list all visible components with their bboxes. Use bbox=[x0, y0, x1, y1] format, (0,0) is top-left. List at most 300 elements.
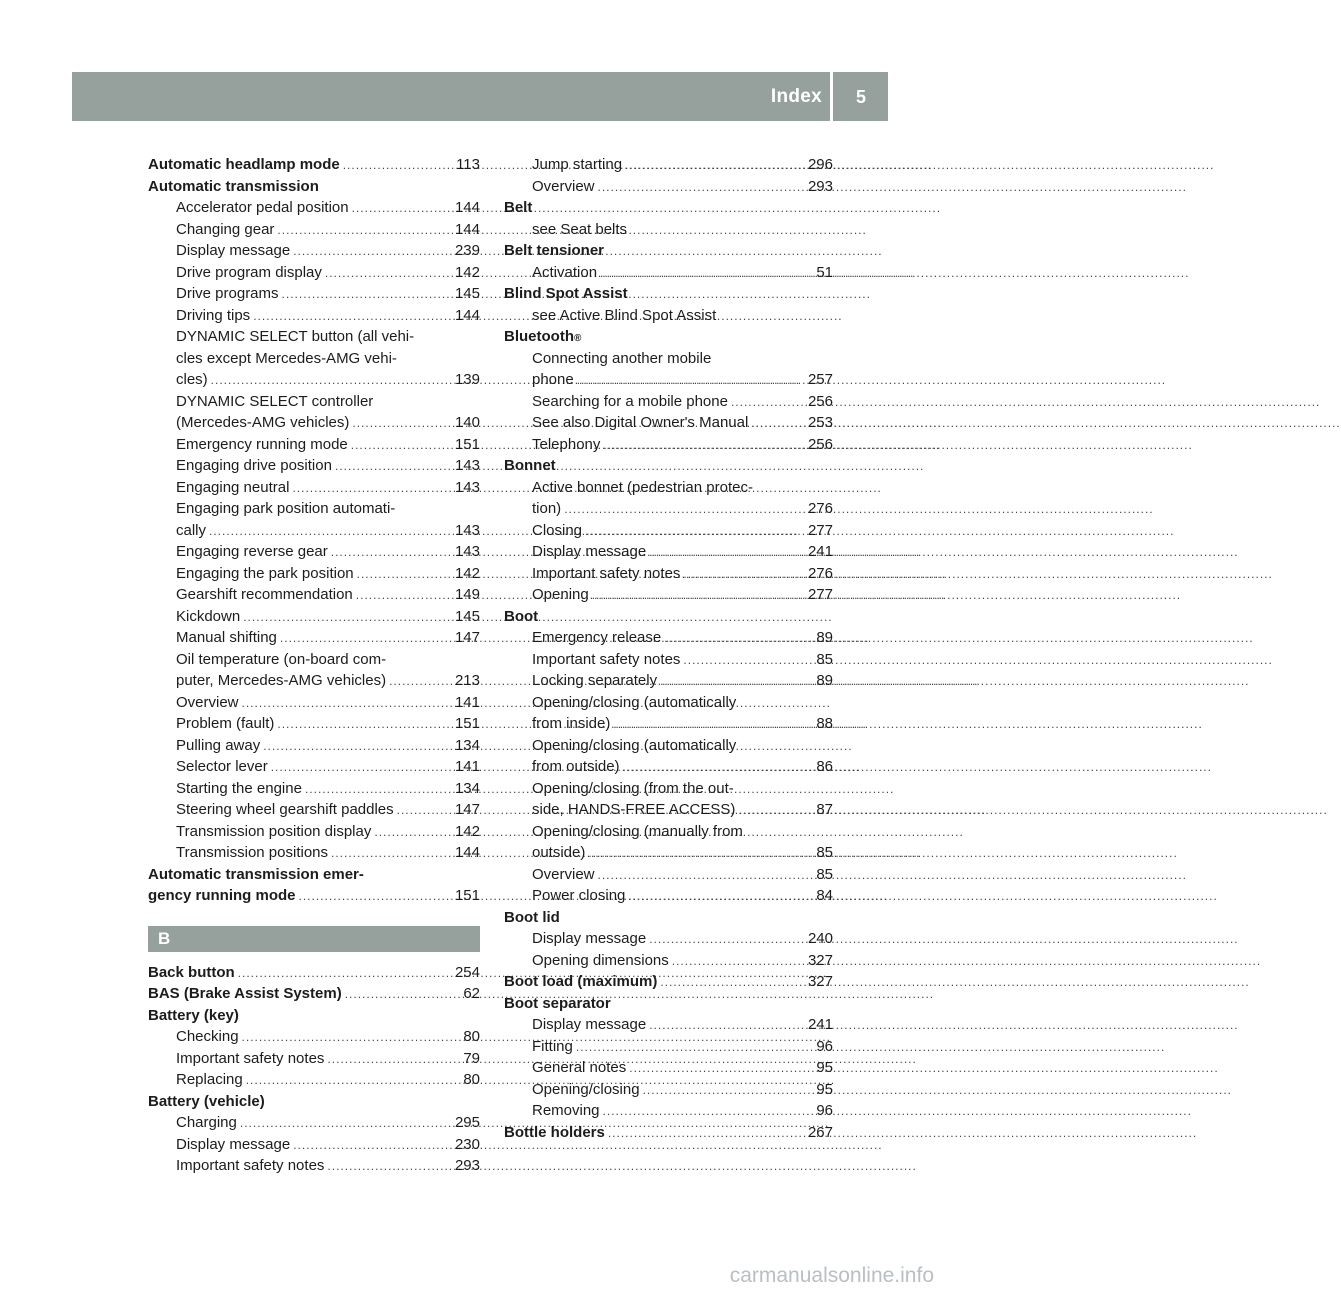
index-subentry[interactable] bbox=[504, 369, 833, 391]
index-entry bbox=[504, 197, 833, 219]
index-subentry[interactable] bbox=[504, 584, 833, 606]
dot-leader bbox=[625, 155, 805, 177]
index-subentry[interactable] bbox=[504, 412, 833, 434]
page-reference[interactable]: 143 bbox=[454, 457, 480, 474]
page-reference[interactable]: 144 bbox=[454, 306, 480, 324]
index-subentry[interactable] bbox=[148, 1155, 480, 1177]
entry-text: Belt tensioner bbox=[504, 242, 605, 259]
index-subentry[interactable] bbox=[148, 563, 480, 585]
page-reference[interactable]: 143 bbox=[454, 478, 480, 496]
page-reference[interactable]: 62 bbox=[463, 985, 480, 1002]
index-subentry[interactable] bbox=[148, 369, 480, 391]
index-subentry[interactable] bbox=[148, 240, 480, 262]
dot-leader bbox=[293, 241, 452, 263]
entry-text: Closing bbox=[532, 521, 583, 539]
dot-leader bbox=[263, 736, 452, 758]
page-reference[interactable]: 277 bbox=[807, 586, 833, 603]
dot-leader bbox=[585, 521, 805, 543]
entry-text: Engaging the park position bbox=[176, 564, 354, 582]
index-subentry[interactable] bbox=[504, 176, 833, 198]
page-reference[interactable]: 151 bbox=[454, 715, 480, 732]
page-reference[interactable]: 295 bbox=[454, 1114, 480, 1131]
index-subentry[interactable] bbox=[504, 1100, 833, 1122]
entry-text: Opening/closing (automatically bbox=[532, 736, 737, 754]
index-subentry[interactable] bbox=[504, 670, 833, 692]
page-reference[interactable]: 140 bbox=[454, 414, 480, 431]
index-subentry bbox=[148, 391, 480, 413]
index-subentry[interactable] bbox=[148, 1048, 480, 1070]
index-subentry bbox=[504, 692, 833, 714]
entry-text: Emergency release bbox=[532, 629, 662, 646]
entry-text: tion) bbox=[532, 500, 562, 517]
dot-leader bbox=[608, 1123, 805, 1145]
index-subentry[interactable] bbox=[504, 928, 833, 950]
index-column-left bbox=[148, 154, 480, 1177]
entry-text: Checking bbox=[176, 1028, 239, 1045]
index-subentry[interactable] bbox=[504, 649, 833, 671]
index-subentry[interactable] bbox=[504, 391, 833, 413]
entry-text: Overview bbox=[176, 693, 239, 711]
entry-text: Removing bbox=[532, 1102, 600, 1119]
dot-leader bbox=[253, 306, 452, 328]
index-subentry bbox=[504, 821, 833, 843]
entry-text: cles) bbox=[176, 371, 208, 388]
entry-text: Active bonnet (pedestrian protec- bbox=[532, 478, 753, 496]
dot-leader bbox=[238, 963, 452, 985]
entry-text: Automatic transmission emer- bbox=[148, 865, 364, 883]
page-reference[interactable]: 113 bbox=[456, 156, 480, 173]
dot-leader bbox=[325, 263, 452, 285]
page-reference[interactable]: 142 bbox=[454, 822, 480, 840]
page-reference[interactable]: 141 bbox=[454, 758, 480, 775]
entry-text: Driving tips bbox=[176, 306, 251, 324]
index-subentry bbox=[148, 326, 480, 348]
entry-text: Pulling away bbox=[176, 736, 261, 754]
index-subentry[interactable] bbox=[148, 778, 480, 800]
entry-text: Oil temperature (on-board com- bbox=[176, 650, 387, 668]
page-reference[interactable]: 256 bbox=[807, 435, 833, 453]
page-reference[interactable]: 142 bbox=[454, 564, 480, 582]
index-subentry[interactable] bbox=[148, 434, 480, 456]
page-reference[interactable]: 143 bbox=[454, 543, 480, 560]
entry-text: Display message bbox=[176, 1135, 291, 1153]
entry-text: Bonnet bbox=[504, 457, 556, 474]
entry-text: Bluetooth bbox=[504, 328, 574, 345]
index-subentry[interactable] bbox=[148, 455, 480, 477]
dot-leader bbox=[628, 886, 813, 908]
dot-leader bbox=[664, 628, 813, 650]
entry-text: Display message bbox=[532, 1016, 647, 1033]
entry-text: Display message bbox=[532, 543, 647, 560]
index-subentry[interactable] bbox=[504, 434, 833, 456]
entry-text: Accelerator pedal position bbox=[176, 199, 349, 216]
index-subentry[interactable] bbox=[148, 1026, 480, 1048]
page-reference[interactable]: 253 bbox=[807, 414, 833, 431]
page-reference[interactable]: 241 bbox=[807, 1016, 833, 1033]
page-reference[interactable]: 277 bbox=[807, 521, 833, 539]
entry-text: Opening/closing (automatically bbox=[532, 693, 737, 711]
entry-text: Manual shifting bbox=[176, 629, 277, 646]
index-entry[interactable] bbox=[148, 885, 480, 907]
page-reference[interactable]: 86 bbox=[816, 758, 833, 775]
entry-text: from inside) bbox=[532, 715, 611, 732]
index-subentry bbox=[504, 778, 833, 800]
index-subentry[interactable] bbox=[504, 950, 833, 972]
entry-text: see Seat belts bbox=[532, 220, 628, 238]
dot-leader bbox=[598, 177, 805, 199]
entry-text: Activation bbox=[532, 263, 598, 281]
page-reference[interactable]: 139 bbox=[454, 371, 480, 388]
index-subentry[interactable] bbox=[504, 1014, 833, 1036]
index-entry[interactable] bbox=[148, 154, 480, 176]
dot-leader bbox=[335, 456, 452, 478]
dot-leader bbox=[209, 521, 452, 543]
dot-leader bbox=[357, 564, 452, 586]
entry-text: Boot lid bbox=[504, 908, 560, 926]
entry-text: Engaging neutral bbox=[176, 478, 290, 496]
page-reference[interactable]: 144 bbox=[454, 199, 480, 216]
dot-leader bbox=[660, 972, 805, 994]
page-reference[interactable]: 143 bbox=[454, 521, 480, 539]
index-subentry[interactable] bbox=[148, 412, 480, 434]
index-entry[interactable] bbox=[504, 1122, 833, 1144]
index-subentry bbox=[504, 735, 833, 757]
page-reference[interactable]: 141 bbox=[454, 693, 480, 711]
entry-text: Blind Spot Assist bbox=[504, 285, 628, 302]
page-reference[interactable]: 134 bbox=[454, 779, 480, 797]
entry-text: Opening/closing (manually from bbox=[532, 822, 743, 840]
index-entry bbox=[504, 455, 833, 477]
page-reference[interactable]: 213 bbox=[454, 672, 480, 689]
dot-leader bbox=[603, 435, 805, 457]
index-subentry[interactable] bbox=[504, 520, 833, 542]
section-header-b: B bbox=[148, 926, 480, 952]
entry-text: phone bbox=[532, 371, 574, 388]
page-reference[interactable]: 145 bbox=[454, 607, 480, 625]
entry-text: Power closing bbox=[532, 887, 626, 904]
entry-text: DYNAMIC SELECT controller bbox=[176, 392, 374, 410]
entry-text: Engaging drive position bbox=[176, 457, 332, 474]
index-subentry bbox=[148, 498, 480, 520]
index-subentry[interactable] bbox=[148, 1069, 480, 1091]
dot-leader bbox=[211, 370, 452, 392]
page-reference[interactable]: 257 bbox=[807, 371, 833, 388]
index-subentry[interactable] bbox=[504, 842, 833, 864]
index-subentry[interactable] bbox=[148, 197, 480, 219]
dot-leader bbox=[592, 585, 805, 607]
page-reference[interactable]: 145 bbox=[454, 285, 480, 302]
entry-text: Battery (vehicle) bbox=[148, 1092, 265, 1110]
dot-leader bbox=[683, 650, 813, 672]
page-reference[interactable]: 151 bbox=[454, 435, 480, 453]
index-subentry[interactable] bbox=[148, 283, 480, 305]
dot-leader bbox=[672, 951, 805, 973]
dot-leader bbox=[280, 628, 452, 650]
index-list-b bbox=[148, 962, 480, 1177]
page-reference[interactable]: 144 bbox=[454, 220, 480, 238]
dot-leader bbox=[629, 1058, 813, 1080]
index-subentry[interactable] bbox=[148, 305, 480, 327]
entry-text: Drive programs bbox=[176, 285, 279, 302]
entry-text: Locking separately bbox=[532, 672, 658, 689]
index-entry[interactable] bbox=[148, 962, 480, 984]
entry-text: Boot separator bbox=[504, 994, 611, 1012]
dot-leader bbox=[327, 1156, 452, 1178]
page-reference[interactable]: 134 bbox=[454, 736, 480, 754]
page-reference[interactable]: 51 bbox=[816, 263, 833, 281]
page-reference[interactable]: 240 bbox=[807, 930, 833, 947]
entry-text: See also Digital Owner's Manual bbox=[532, 414, 749, 431]
dot-leader bbox=[397, 800, 452, 822]
dot-leader bbox=[588, 843, 813, 865]
entry-text: Selector lever bbox=[176, 758, 268, 775]
dot-leader bbox=[683, 564, 805, 586]
entry-text: puter, Mercedes-AMG vehicles) bbox=[176, 672, 387, 689]
page-reference[interactable]: 95 bbox=[816, 1059, 833, 1076]
entry-text: Belt bbox=[504, 199, 533, 216]
dot-leader bbox=[292, 478, 452, 500]
page-reference[interactable]: 79 bbox=[463, 1049, 480, 1067]
entry-text: see Active Blind Spot Assist bbox=[532, 306, 717, 324]
dot-leader bbox=[242, 1027, 461, 1049]
index-subentry[interactable] bbox=[148, 219, 480, 241]
page-reference[interactable]: 267 bbox=[807, 1123, 833, 1141]
index-entry bbox=[504, 993, 833, 1015]
index-entry bbox=[148, 176, 480, 198]
entry-text: cles except Mercedes-AMG vehi- bbox=[176, 349, 397, 367]
page-reference[interactable]: 87 bbox=[816, 801, 833, 818]
page-reference[interactable]: 147 bbox=[454, 801, 480, 818]
index-subentry[interactable] bbox=[148, 541, 480, 563]
index-subentry[interactable] bbox=[148, 735, 480, 757]
page-reference[interactable]: 89 bbox=[816, 672, 833, 689]
page-reference[interactable]: 142 bbox=[454, 263, 480, 281]
index-subentry[interactable] bbox=[504, 627, 833, 649]
index-subentry[interactable] bbox=[148, 799, 480, 821]
entry-text: cally bbox=[176, 521, 207, 539]
header-title: Index bbox=[770, 86, 822, 107]
entry-text: DYNAMIC SELECT button (all vehi- bbox=[176, 328, 415, 345]
dot-leader bbox=[577, 370, 805, 392]
page-reference[interactable]: 96 bbox=[816, 1037, 833, 1055]
watermark: carmanualsonline.info bbox=[729, 1264, 934, 1287]
index-subentry bbox=[504, 219, 833, 241]
dot-leader bbox=[564, 499, 805, 521]
page-reference[interactable]: 256 bbox=[807, 392, 833, 410]
page-reference[interactable]: 80 bbox=[463, 1071, 480, 1088]
dot-leader bbox=[613, 714, 813, 736]
entry-text: side, HANDS-FREE ACCESS) bbox=[532, 801, 736, 818]
entry-text: gency running mode bbox=[148, 887, 296, 904]
entry-text: Display message bbox=[176, 242, 291, 259]
index-subentry bbox=[504, 348, 833, 370]
index-entry: Bluetooth ® bbox=[504, 326, 833, 348]
entry-text: Gearshift recommendation bbox=[176, 586, 353, 603]
index-subentry[interactable] bbox=[148, 520, 480, 542]
dot-leader bbox=[649, 929, 805, 951]
page-reference[interactable]: 88 bbox=[816, 715, 833, 732]
dot-leader bbox=[242, 693, 452, 715]
dot-leader bbox=[271, 757, 452, 779]
page-reference[interactable]: 296 bbox=[807, 156, 833, 173]
dot-leader bbox=[603, 1101, 814, 1123]
index-subentry bbox=[504, 477, 833, 499]
index-entry[interactable] bbox=[504, 971, 833, 993]
entry-text: outside) bbox=[532, 844, 586, 861]
page-reference[interactable]: 239 bbox=[454, 242, 480, 259]
entry-text: Battery (key) bbox=[148, 1006, 239, 1024]
dot-leader bbox=[240, 1113, 452, 1135]
index-subentry[interactable] bbox=[148, 842, 480, 864]
index-column-right bbox=[504, 154, 833, 1143]
entry-text: Searching for a mobile phone bbox=[532, 392, 728, 410]
index-subentry[interactable] bbox=[504, 1057, 833, 1079]
page-reference[interactable]: 85 bbox=[816, 844, 833, 861]
entry-text: Bottle holders bbox=[504, 1123, 605, 1141]
entry-text: from outside) bbox=[532, 758, 620, 775]
index-subentry[interactable] bbox=[504, 154, 833, 176]
index-entry bbox=[504, 606, 833, 628]
dot-leader bbox=[282, 284, 452, 306]
dot-leader bbox=[643, 1080, 814, 1102]
entry-text: Opening/closing (from the out- bbox=[532, 779, 734, 797]
entry-text: Engaging reverse gear bbox=[176, 543, 328, 560]
entry-text: Drive program display bbox=[176, 263, 322, 281]
dot-leader bbox=[277, 714, 452, 736]
index-subentry[interactable] bbox=[148, 606, 480, 628]
page-reference[interactable]: 80 bbox=[463, 1028, 480, 1045]
dot-leader bbox=[299, 886, 452, 908]
page-reference[interactable]: 84 bbox=[816, 887, 833, 904]
index-subentry[interactable] bbox=[504, 756, 833, 778]
page-reference[interactable]: 230 bbox=[454, 1135, 480, 1153]
dot-leader bbox=[600, 263, 813, 285]
entry-text: Jump starting bbox=[532, 156, 623, 173]
entry-text: Fitting bbox=[532, 1037, 573, 1055]
entry-text: Important safety notes bbox=[532, 564, 681, 582]
page-reference[interactable]: 85 bbox=[816, 865, 833, 883]
index-subentry[interactable] bbox=[148, 821, 480, 843]
page-reference[interactable]: 276 bbox=[807, 500, 833, 517]
page-reference[interactable]: 293 bbox=[807, 177, 833, 195]
entry-text: Opening/closing bbox=[532, 1080, 640, 1098]
index-subentry[interactable] bbox=[504, 498, 833, 520]
dot-leader bbox=[598, 865, 814, 887]
index-subentry[interactable] bbox=[148, 1134, 480, 1156]
dot-leader bbox=[345, 984, 461, 1006]
index-subentry[interactable] bbox=[504, 799, 833, 821]
index-subentry[interactable] bbox=[148, 713, 480, 735]
dot-leader bbox=[305, 779, 452, 801]
page-reference[interactable]: 241 bbox=[807, 543, 833, 560]
entry-text: Problem (fault) bbox=[176, 715, 275, 732]
index-subentry[interactable] bbox=[504, 713, 833, 735]
entry-text: Kickdown bbox=[176, 607, 241, 625]
dot-leader bbox=[352, 198, 452, 220]
index-entry bbox=[148, 1091, 480, 1113]
page-reference[interactable]: 276 bbox=[807, 564, 833, 582]
entry-text: Steering wheel gearshift paddles bbox=[176, 801, 394, 818]
index-subentry[interactable] bbox=[148, 1112, 480, 1134]
entry-text: Transmission position display bbox=[176, 822, 372, 840]
entry-text: Opening bbox=[532, 586, 589, 603]
index-entry bbox=[504, 907, 833, 929]
dot-leader bbox=[738, 800, 813, 822]
page-reference[interactable]: 149 bbox=[454, 586, 480, 603]
dot-leader bbox=[660, 671, 813, 693]
page-reference[interactable]: 144 bbox=[454, 844, 480, 861]
index-subentry[interactable] bbox=[148, 262, 480, 284]
page-reference[interactable]: 89 bbox=[816, 629, 833, 646]
page-reference[interactable]: 327 bbox=[807, 973, 833, 990]
dot-leader bbox=[343, 155, 453, 177]
dot-leader bbox=[246, 1070, 461, 1092]
index-subentry[interactable] bbox=[148, 627, 480, 649]
index-subentry[interactable] bbox=[504, 864, 833, 886]
entry-text: Charging bbox=[176, 1114, 237, 1131]
dot-leader bbox=[731, 392, 805, 414]
entry-text: Telephony bbox=[532, 435, 601, 453]
entry-text: Important safety notes bbox=[176, 1049, 325, 1067]
dot-leader bbox=[352, 413, 452, 435]
index-subentry[interactable] bbox=[148, 756, 480, 778]
index-entry[interactable] bbox=[148, 983, 480, 1005]
page-reference[interactable]: 96 bbox=[816, 1102, 833, 1119]
index-list-a bbox=[148, 154, 480, 907]
page-reference[interactable]: 254 bbox=[454, 963, 480, 981]
index-subentry[interactable] bbox=[504, 541, 833, 563]
entry-text: Overview bbox=[532, 177, 595, 195]
index-subentry[interactable] bbox=[504, 1036, 833, 1058]
index-subentry[interactable] bbox=[504, 885, 833, 907]
entry-text: Transmission positions bbox=[176, 844, 328, 861]
entry-text: Important safety notes bbox=[176, 1157, 325, 1174]
index-subentry[interactable] bbox=[504, 1079, 833, 1101]
header-divider bbox=[830, 72, 833, 121]
index-subentry[interactable] bbox=[148, 692, 480, 714]
index-entry bbox=[504, 283, 833, 305]
index-subentry[interactable] bbox=[148, 477, 480, 499]
dot-leader bbox=[356, 585, 452, 607]
index-subentry[interactable] bbox=[148, 584, 480, 606]
entry-text: General notes bbox=[532, 1059, 627, 1076]
entry-text: Engaging park position automati- bbox=[176, 500, 396, 517]
index-entry bbox=[148, 1005, 480, 1027]
entry-text: Back button bbox=[148, 963, 235, 981]
index-subentry[interactable] bbox=[148, 670, 480, 692]
page-reference[interactable]: 151 bbox=[454, 887, 480, 904]
entry-text: Changing gear bbox=[176, 220, 275, 238]
page-reference[interactable]: 147 bbox=[454, 629, 480, 646]
page-header bbox=[72, 72, 888, 121]
page-reference[interactable]: 85 bbox=[816, 650, 833, 668]
index-subentry[interactable] bbox=[504, 262, 833, 284]
dot-leader bbox=[331, 542, 452, 564]
entry-text: Important safety notes bbox=[532, 650, 681, 668]
entry-text: Boot bbox=[504, 607, 539, 625]
dot-leader bbox=[389, 671, 452, 693]
index-subentry[interactable] bbox=[504, 563, 833, 585]
entry-text: Display message bbox=[532, 930, 647, 947]
page-reference[interactable]: 327 bbox=[807, 951, 833, 969]
dot-leader bbox=[623, 757, 814, 779]
index-entry bbox=[148, 864, 480, 886]
index-subentry bbox=[504, 305, 833, 327]
page-reference[interactable]: 95 bbox=[816, 1080, 833, 1098]
dot-leader bbox=[374, 822, 452, 844]
dot-leader bbox=[243, 607, 452, 629]
page-reference[interactable]: 293 bbox=[454, 1157, 480, 1174]
